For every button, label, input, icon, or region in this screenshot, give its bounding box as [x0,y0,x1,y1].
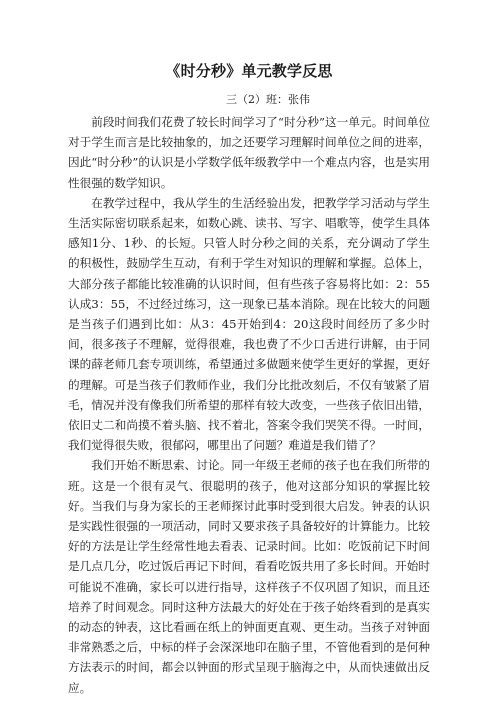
paragraph-2: 在教学过程中，我从学生的生活经验出发，把教学学习活动与学生生活实际密切联系起来，如数心跳、读书、写字、唱歌等，使学生具体感知1分、1秒、的长短。只管人时分秒之间的关系，充分调动了学生的积极性，鼓励学生互动，有利于学生对知识的理解和掌握。总体上，大部分孩子都能比较准确的认识时间，但有些孩子容易将比如：2：55认成3：55，不过经过练习，这一现象已基本消除。现在比较大的问题是当孩子们遇到比如：从3：45开始到4：20这段时间经历了多少时间，很多孩子不理解，觉得很难，我也费了不少口舌进行讲解，由于同课的薛老师几套专项训练，希望通过多做题来使学生更好的掌握，更好的理解。可是当孩子们教师作业，我们分比批改刻后，不仅有皱紧了眉毛，情况并没有像我们所希望的那样有较大改变，一些孩子依旧出错，依旧丈二和尚摸不着头脑、找不着北，答案令我们哭笑不得。一时间，我们觉得很失败，很郁闷，哪里出了问题？难道是我们错了？ [68,195,430,453]
paragraph-3: 我们开始不断思索、讨论。同一年级王老师的孩子也在我们所带的班。这是一个很有灵气、很聪明的孩子，他对这部分知识的掌握比较好。当我们与身为家长的王老师探讨此事时受到很大启发。钟表的认识是实践性很强的一项活动，同时又要求孩子具备较好的计算能力。比较好的方法是让学生经常性地去看表、记录时间。比如：吃饭前记下时间是几点几分，吃过饭后再记下时间，看看吃饭共用了多长时间。开始时可能说不准确，家长可以进行指导，这样孩子不仅巩固了知识，而且还培养了时间观念。同时这种方法最大的好处在于孩子始终看到的是真实的动态的钟表，这比看画在纸上的钟面更直观、更生动。当孩子对钟面非常熟悉之后，中标的样子会深深地印在脑子里，不管他看到的是何种方法表示的时间，都会以钟面的形式呈现于脑海之中，从而快速做出反应。 [68,458,430,695]
document-title: 《时分秒》单元教学反思 [165,62,333,80]
document-body [68,112,430,698]
paragraph-1: 前段时间我们花费了较长时间学习了“时分秒”这一单元。时间单位对于学生而言是比较抽象的，加之还要学习理解时间单位之间的进率，因此“时分秒”的认识是小学数学低年级教学中一个难点内容，也是实用性很强的数学知识。 [68,115,430,190]
author-byline: 三（2）班：张伟 [226,93,310,106]
